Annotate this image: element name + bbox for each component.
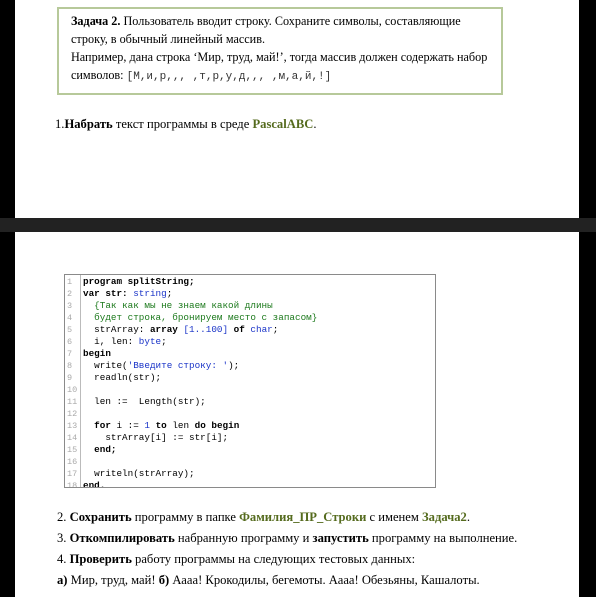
code-line: strArray: array [1..100] of char; xyxy=(83,324,279,335)
line-number: 16 xyxy=(67,457,78,467)
task-line-2: строку, в обычный линейный массив. xyxy=(71,32,265,46)
line-number: 4 xyxy=(67,313,73,323)
line-number: 12 xyxy=(67,409,78,419)
code-line: begin xyxy=(83,348,111,359)
step-3: 3. Откомпилировать набранную программу и запустить программу на выполнение. xyxy=(57,531,518,545)
line-number: 9 xyxy=(67,373,73,383)
code-line: end. xyxy=(83,480,106,487)
line-number: 8 xyxy=(67,361,73,371)
step-4: 4. Проверить работу программы на следующих тестовых данных: xyxy=(57,552,416,566)
step-1: 1.Набрать текст программы в среде PascalABC. xyxy=(55,117,317,131)
line-number: 11 xyxy=(67,397,78,407)
bottom-page xyxy=(15,232,579,597)
code-line: readln(str); xyxy=(83,372,162,383)
task-line-3: Например, дана строка ‘Мир, труд, май!’, тогда массив должен содержать набор xyxy=(71,50,488,64)
line-number: 3 xyxy=(67,301,73,311)
code-line: len := Length(str); xyxy=(83,396,206,407)
line-number: 2 xyxy=(67,289,73,299)
task-line-1: Задача 2. Пользователь вводит строку. Сохраните символы, составляющие xyxy=(71,14,461,28)
code-line: var str: string; xyxy=(83,288,173,299)
task-box xyxy=(57,7,503,95)
line-number: 10 xyxy=(67,385,78,395)
code-line: writeln(strArray); xyxy=(83,468,195,479)
code-line: end; xyxy=(83,444,117,455)
code-line: {Так как мы не знаем какой длины xyxy=(83,300,273,311)
line-number: 1 xyxy=(67,277,73,287)
line-number: 13 xyxy=(67,421,78,431)
code-line: write('Введите строку: '); xyxy=(83,360,240,371)
code-line: for i := 1 to len do begin xyxy=(83,420,240,431)
line-number: 18 xyxy=(67,481,78,487)
top-page xyxy=(15,0,579,218)
code-line: strArray[i] := str[i]; xyxy=(83,432,229,443)
line-number: 7 xyxy=(67,349,73,359)
code-line: будет строка, бронируем место с запасом} xyxy=(83,312,318,323)
task-line-4: символов: [М,и,р,,, ,т,р,у,д,,, ,м,а,й,!] xyxy=(71,68,332,83)
step-2: 2. Сохранить программу в папке Фамилия_ПР_Строки с именем Задача2. xyxy=(57,510,470,524)
example-array: [М,и,р,,, ,т,р,у,д,,, ,м,а,й,!] xyxy=(126,71,332,83)
env-name: PascalABC xyxy=(252,117,314,131)
line-number: 17 xyxy=(67,469,78,479)
page-divider xyxy=(0,218,596,232)
test-data: а) Мир, труд, май! б) Аааа! Крокодилы, бегемоты. Аааа! Обезьяны, Кашалоты. xyxy=(57,573,480,587)
line-number: 5 xyxy=(67,325,73,335)
code-line: program splitString; xyxy=(83,276,195,287)
folder-name: Фамилия_ПР_Строки xyxy=(239,510,367,524)
line-number: 6 xyxy=(67,337,73,347)
file-name: Задача2 xyxy=(422,510,467,524)
line-number: 15 xyxy=(67,445,78,455)
code-editor xyxy=(64,274,436,488)
code-line: i, len: byte; xyxy=(83,336,167,347)
line-number: 14 xyxy=(67,433,78,443)
task-label: Задача 2. xyxy=(71,14,121,28)
